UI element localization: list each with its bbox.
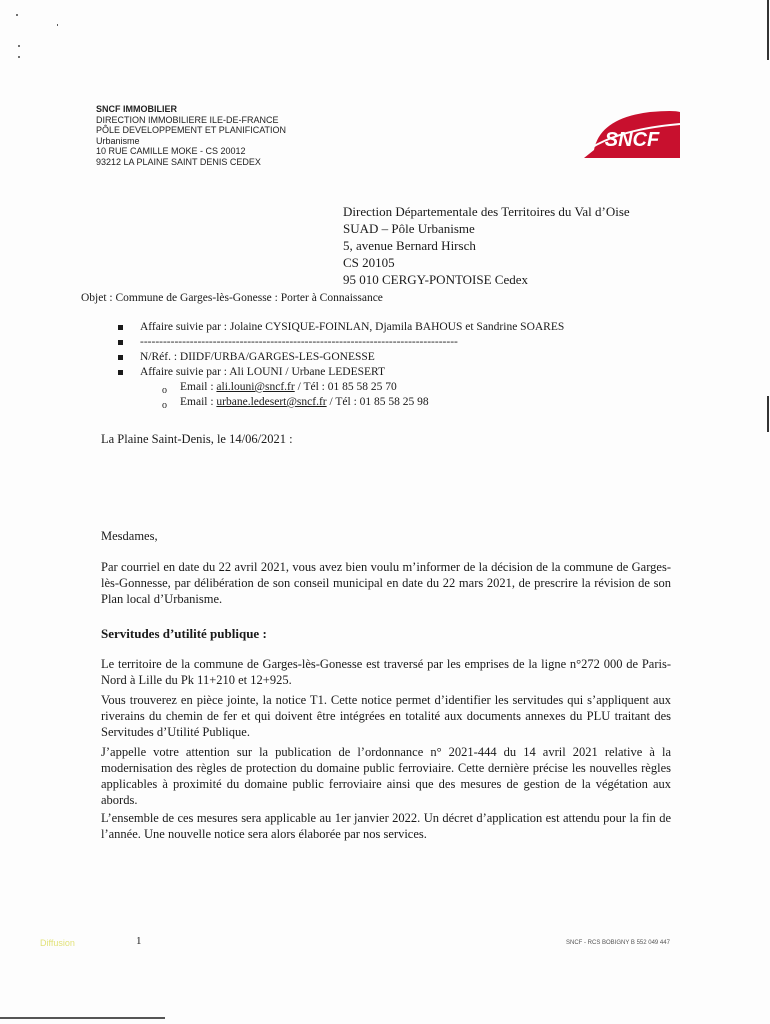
scan-speck bbox=[57, 24, 58, 26]
paragraph: Vous trouverez en pièce jointe, la notice T1. Cette notice permet d’identifier les servitudes qui s’appliquent aux riverains du chemin de fer et qui doivent être intégrées en totalité aux documents annexes du PLU traitant des Servitudes d’Utilité Publique. bbox=[101, 693, 671, 739]
list-item bbox=[118, 320, 564, 335]
scan-speck bbox=[18, 56, 20, 58]
scan-speck bbox=[16, 14, 18, 16]
salutation: Mesdames, bbox=[101, 529, 158, 543]
paragraph: Le territoire de la commune de Garges-lès-Gonesse est traversé par les emprises de la ligne n°272 000 de Paris-Nord à Lille du Pk 11+210 et 12+925. bbox=[101, 657, 671, 687]
phone-text: / Tél : 01 85 58 25 70 bbox=[294, 381, 397, 393]
case-handler-names: Ali LOUNI / Urbane LEDESERT bbox=[229, 366, 386, 378]
subject-line: Objet : Commune de Garges-lès-Gonesse : Porter à Connaissance bbox=[81, 292, 383, 304]
list-item bbox=[118, 365, 564, 380]
recipient-line: SUAD – Pôle Urbanisme bbox=[343, 221, 475, 236]
company-registration: SNCF - RCS BOBIGNY B 552 049 447 bbox=[566, 940, 670, 946]
sncf-logo bbox=[580, 110, 680, 158]
sender-address bbox=[96, 104, 286, 167]
reference-list bbox=[118, 320, 564, 410]
sender-line: 10 RUE CAMILLE MOKE - CS 20012 bbox=[96, 146, 246, 156]
section-heading: Servitudes d’utilité publique : bbox=[101, 626, 267, 641]
circle-bullet-icon: o bbox=[162, 385, 167, 396]
paragraph: J’appelle votre attention sur la publication de l’ordonnance n° 2021-444 du 14 avril 2021 relative à la modernisation des règles de protection du domaine public ferroviaire. Cette dernière précise les nouvelles règles applicables à proximité du domaine public ferroviaire ainsi que des mesures de gestion de la végétation aux abords. bbox=[101, 745, 671, 807]
email-link[interactable]: ali.louni@sncf.fr bbox=[216, 381, 295, 393]
diffusion-stamp: Diffusion bbox=[40, 938, 75, 948]
scan-edge bbox=[767, 0, 769, 60]
bullet-icon bbox=[118, 370, 123, 375]
page-number: 1 bbox=[136, 935, 142, 947]
sender-line: Urbanisme bbox=[96, 135, 140, 146]
list-item bbox=[118, 350, 564, 365]
paragraph: Par courriel en date du 22 avril 2021, vous avez bien voulu m’informer de la décision de la commune de Garges-lès-Gonnesse, par délibération de son conseil municipal en date du 22 mars 2021, de prescrire la révision de son Plan local d’Urbanisme. bbox=[101, 560, 671, 606]
phone-text: / Tél : 01 85 58 25 98 bbox=[326, 396, 429, 408]
bullet-icon bbox=[118, 325, 123, 330]
recipient-line: Direction Départementale des Territoires du Val d’Oise bbox=[343, 204, 630, 219]
sender-line: SNCF IMMOBILIER bbox=[96, 104, 177, 114]
paragraph: L’ensemble de ces mesures sera applicable au 1er janvier 2022. Un décret d’application est attendu pour la fin de l’année. Une nouvelle notice sera alors élaborée par nos services. bbox=[101, 811, 671, 841]
recipient-line: 5, avenue Bernard Hirsch bbox=[343, 238, 476, 253]
scan-edge bbox=[767, 396, 769, 432]
list-subitem bbox=[118, 380, 564, 395]
case-handler-prefix: Affaire suivie par : bbox=[140, 366, 230, 378]
email-label: Email : bbox=[180, 396, 217, 408]
logo-text: SNCF bbox=[604, 129, 660, 151]
our-reference: N/Réf. : DIIDF/URBA/GARGES-LES-GONESSE bbox=[140, 351, 375, 363]
case-handlers: Affaire suivie par : Jolaine CYSIQUE-FOINLAN, Djamila BAHOUS et Sandrine SOARES bbox=[140, 321, 565, 333]
recipient-address bbox=[343, 203, 630, 288]
list-item bbox=[118, 335, 564, 350]
recipient-line: 95 010 CERGY-PONTOISE Cedex bbox=[343, 272, 529, 287]
email-link[interactable]: urbane.ledesert@sncf.fr bbox=[216, 396, 327, 408]
sender-line: DIRECTION IMMOBILIERE ILE-DE-FRANCE bbox=[96, 114, 279, 125]
list-subitem bbox=[118, 395, 564, 410]
email-label: Email : bbox=[180, 381, 217, 393]
sender-line: 93212 LA PLAINE SAINT DENIS CEDEX bbox=[96, 156, 261, 167]
sender-line: PÔLE DEVELOPPEMENT ET PLANIFICATION bbox=[96, 125, 287, 135]
separator-line: ----------------------------------------------------------------------------------- bbox=[140, 336, 458, 348]
date-line: La Plaine Saint-Denis, le 14/06/2021 : bbox=[101, 432, 293, 446]
bullet-icon bbox=[118, 340, 123, 345]
scan-speck bbox=[18, 45, 20, 47]
scan-edge bbox=[0, 1017, 165, 1019]
circle-bullet-icon: o bbox=[162, 400, 167, 411]
recipient-line: CS 20105 bbox=[343, 255, 395, 270]
bullet-icon bbox=[118, 355, 123, 360]
